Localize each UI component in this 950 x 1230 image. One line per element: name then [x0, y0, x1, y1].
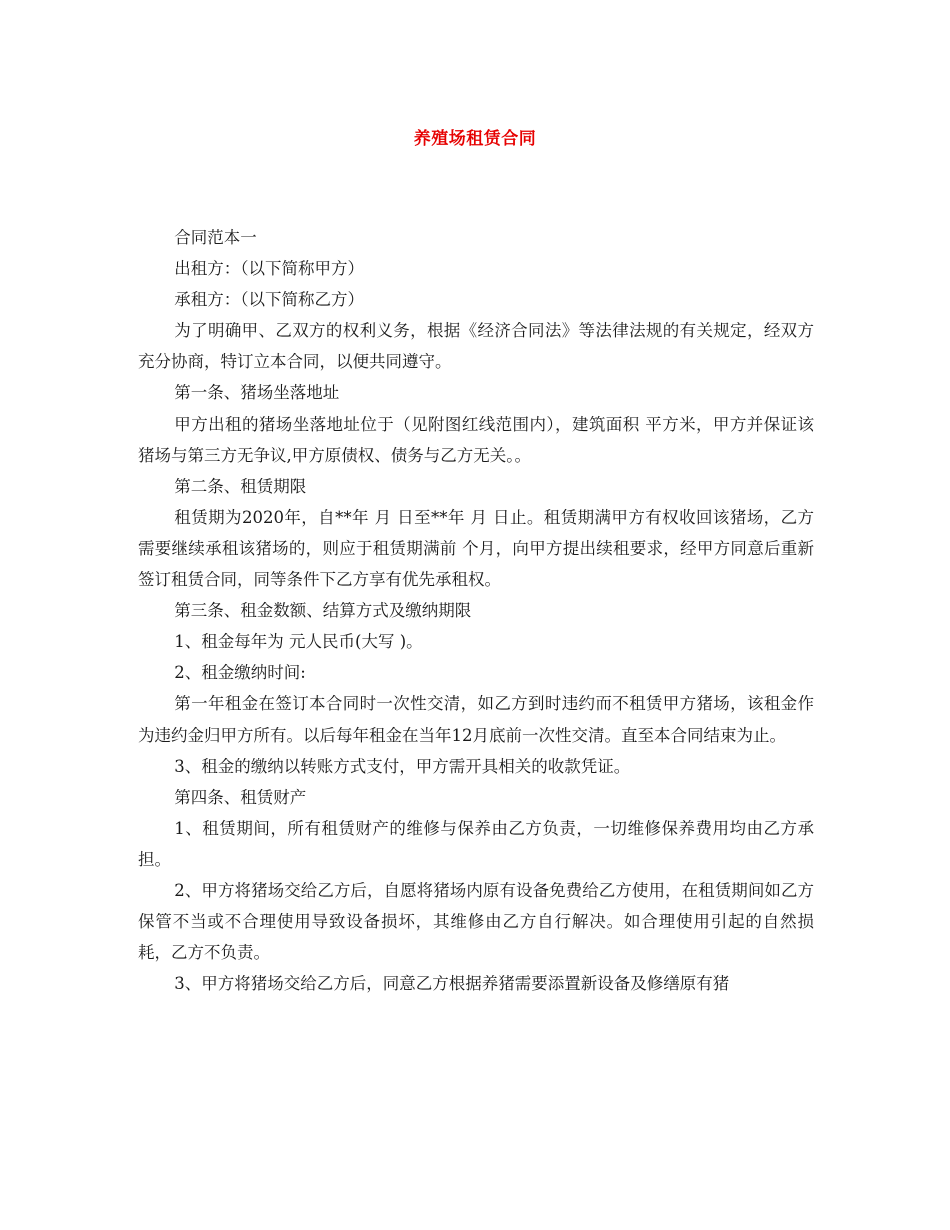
- heading-article-3: 第三条、租金数额、结算方式及缴纳期限: [174, 601, 472, 621]
- heading-article-4: 第四条、租赁财产: [174, 787, 307, 807]
- document-body: [138, 222, 814, 999]
- paragraph-preamble: 为了明确甲、乙双方的权利义务，根据《经济合同法》等法律法规的有关规定，经双方充分协商，特订立本合同，以便共同遵守。: [138, 321, 814, 372]
- paragraph-article-2: 租赁期为2020年，自**年 月 日至**年 月 日止。租赁期满甲方有权收回该猪场，乙方需要继续承租该猪场的，则应于租赁期满前 个月，向甲方提出续租要求，经甲方同意后重新签订租赁合同，同等条件下乙方享有优先承租权。: [138, 507, 814, 590]
- paragraph-equipment-use: 2、甲方将猪场交给乙方后，自愿将猪场内原有设备免费给乙方使用，在租赁期间如乙方保管不当或不合理使用导致设备损坏，其维修由乙方自行解决。如合理使用引起的自然损耗，乙方不负责。: [138, 880, 814, 963]
- heading-article-1: 第一条、猪场坐落地址: [174, 383, 340, 403]
- heading-article-2: 第二条、租赁期限: [174, 476, 307, 496]
- document-title: 养殖场租赁合同: [413, 129, 537, 149]
- paragraph-template-label: 合同范本一: [174, 228, 257, 247]
- paragraph-rent-amount: 1、租金每年为 元人民币(大写 )。: [174, 632, 423, 652]
- paragraph-rent-payment-method: 3、租金的缴纳以转账方式支付，甲方需开具相关的收款凭证。: [174, 756, 631, 776]
- paragraph-new-equipment: 3、甲方将猪场交给乙方后，同意乙方根据养猪需要添置新设备及修缮原有猪: [174, 974, 730, 994]
- paragraph-article-1: 甲方出租的猪场坐落地址位于（见附图红线范围内），建筑面积 平方米，甲方并保证该猪场与第三方无争议,甲方原债权、债务与乙方无关。。: [138, 414, 814, 465]
- paragraph-rent-time: 2、租金缴纳时间:: [174, 663, 306, 683]
- paragraph-maintenance: 1、租赁期间，所有租赁财产的维修与保养由乙方负责，一切维修保养费用均由乙方承担。: [138, 818, 814, 869]
- paragraph-lessor: 出租方：（以下简称甲方）: [174, 259, 365, 279]
- paragraph-lessee: 承租方：（以下简称乙方）: [174, 290, 365, 310]
- paragraph-first-year-rent: 第一年租金在签订本合同时一次性交清，如乙方到时违约而不租赁甲方猪场，该租金作为违约金归甲方所有。以后每年租金在当年12月底前一次性交清。直至本合同结束为止。: [138, 694, 814, 745]
